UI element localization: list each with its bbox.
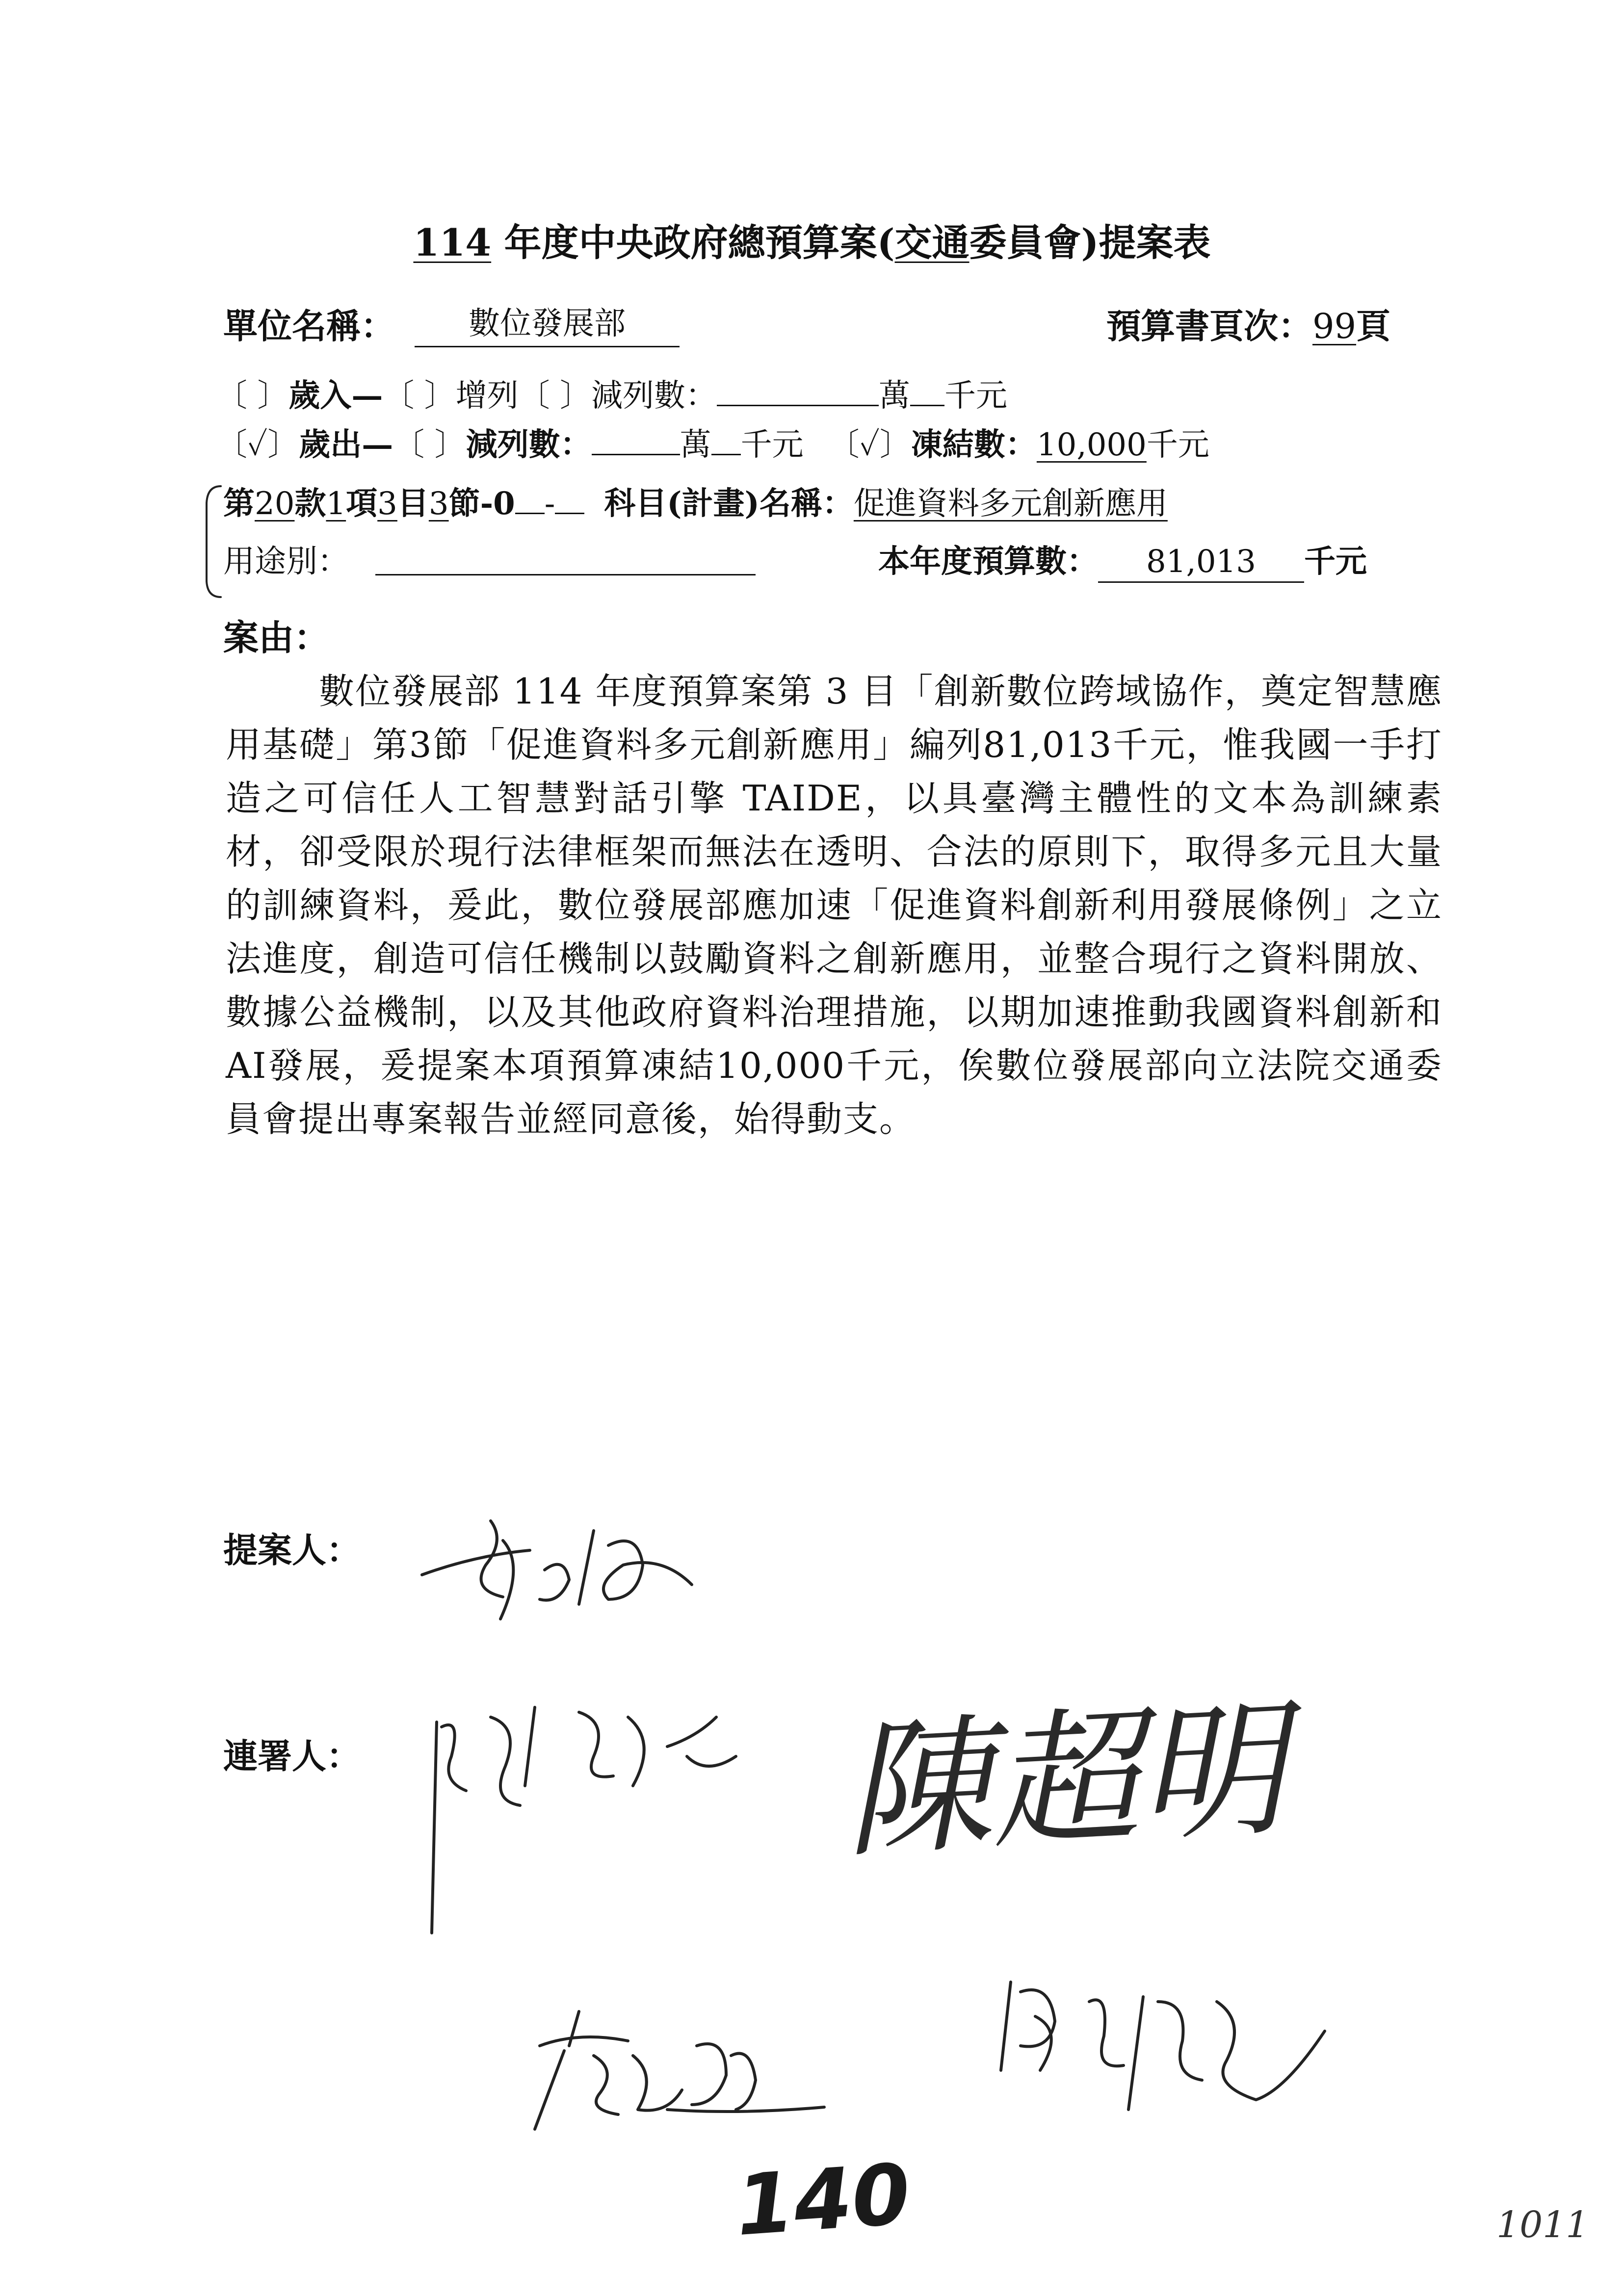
title-post: 委員會)提案表	[969, 221, 1211, 264]
title-year: 114	[413, 221, 492, 264]
expenditure-label: 歲出—	[299, 426, 393, 463]
cosigner-signature-3	[981, 1972, 1354, 2129]
expenditure-qian-unit: 千元	[740, 427, 804, 463]
classification-row	[223, 478, 1168, 528]
kuan-label: 款	[294, 485, 326, 522]
expenditure-wan-unit: 萬	[680, 427, 711, 463]
usage-label: 用途別：	[223, 544, 349, 580]
budget-value: 81,013	[1098, 542, 1304, 583]
page-title	[0, 216, 1624, 270]
unit-label: 單位名稱：	[223, 306, 395, 346]
di-label: 第	[223, 485, 255, 522]
unit-value: 數位發展部	[415, 302, 680, 347]
xiang-label: 項	[346, 485, 378, 522]
revenue-wan-unit: 萬	[879, 378, 911, 414]
revenue-increase-checkbox: 〔 〕	[383, 378, 456, 414]
page-ref-suffix: 頁	[1356, 306, 1391, 346]
proposer-label: 提案人：	[223, 1530, 361, 1570]
cosigner-signature-1	[422, 1688, 785, 1943]
revenue-label: 歲入—	[288, 377, 383, 414]
subject-value: 促進資料多元創新應用	[853, 486, 1168, 522]
freeze-unit: 千元	[1146, 427, 1209, 463]
expenditure-wan-blank	[592, 419, 680, 455]
proposer-signature	[417, 1511, 721, 1629]
jie-label: 節-0	[448, 485, 515, 522]
subject-label: 科目(計畫)名稱：	[604, 485, 854, 522]
expenditure-decrease-checkbox: 〔 〕	[393, 427, 466, 463]
cosigner-signature-2	[520, 1992, 854, 2139]
cosigner-name: 陳超明	[839, 1683, 1290, 1878]
xiang-number: 1	[326, 486, 346, 522]
stamp-number: 140	[733, 2145, 914, 2255]
title-committee: 交通	[894, 221, 969, 264]
usage-blank	[375, 574, 756, 575]
page-number: 1011	[1496, 2204, 1589, 2246]
reason-label: 案由：	[223, 617, 330, 658]
budget-unit: 千元	[1304, 543, 1367, 580]
revenue-qian-blank	[910, 370, 944, 406]
revenue-increase-label: 增列	[455, 378, 519, 414]
title-pre: 年度中央政府總預算案(	[491, 221, 895, 264]
revenue-row	[216, 370, 1007, 420]
mu-label: 目	[397, 485, 429, 522]
jie-blank-2	[555, 478, 584, 514]
page-ref	[1106, 302, 1390, 351]
budget-row	[878, 537, 1367, 586]
budget-label: 本年度預算數：	[878, 543, 1098, 580]
expenditure-decrease-label: 減列數：	[466, 426, 592, 463]
freeze-checkbox: 〔✓〕	[828, 427, 911, 463]
expenditure-checkbox: 〔✓〕	[216, 427, 299, 463]
cosigner-label: 連署人：	[223, 1736, 361, 1776]
freeze-label: 凍結數：	[911, 426, 1037, 463]
mu-number: 3	[377, 486, 397, 522]
page-ref-value: 99	[1312, 306, 1357, 346]
reason-body: 數位發展部 114 年度預算案第 3 目「創新數位跨域協作，奠定智慧應用基礎」第3節「促進資料多元創新應用」編列81,013千元，惟我國一手打造之可信任人工智慧對話引擎 TAIDE，以具臺灣主體性的文本為訓練素材，卻受限於現行法律框架而無法在透明、合法的原則下，取得多元且大量的訓練資料，爰此，數位發展部應加速「促進資料創新利用發展條例」之立法進度，創造可信任機制以鼓勵資料之創新應用，並整合現行之資料開放、數據公益機制，以及其他政府資料治理措施，以期加速推動我國資料創新和AI發展，爰提案本項預算凍結10,000千元，俟數位發展部向立法院交通委員會提出專案報告並經同意後，始得動支。	[226, 671, 1442, 1140]
page-ref-label: 預算書頁次：	[1106, 306, 1312, 346]
expenditure-qian-blank	[711, 419, 741, 455]
revenue-checkbox: 〔 〕	[216, 378, 289, 414]
jie-dash: -	[544, 486, 555, 522]
jie-blank-1	[515, 478, 545, 514]
revenue-decrease-checkbox: 〔 〕	[518, 378, 592, 414]
freeze-value: 10,000	[1036, 427, 1147, 463]
revenue-decrease-label: 減列數：	[591, 378, 717, 414]
expenditure-row	[216, 419, 1209, 470]
revenue-wan-blank	[717, 370, 879, 406]
revenue-qian-unit: 千元	[944, 378, 1008, 414]
kuan-number: 20	[255, 486, 295, 522]
jie-number: 3	[428, 486, 449, 522]
